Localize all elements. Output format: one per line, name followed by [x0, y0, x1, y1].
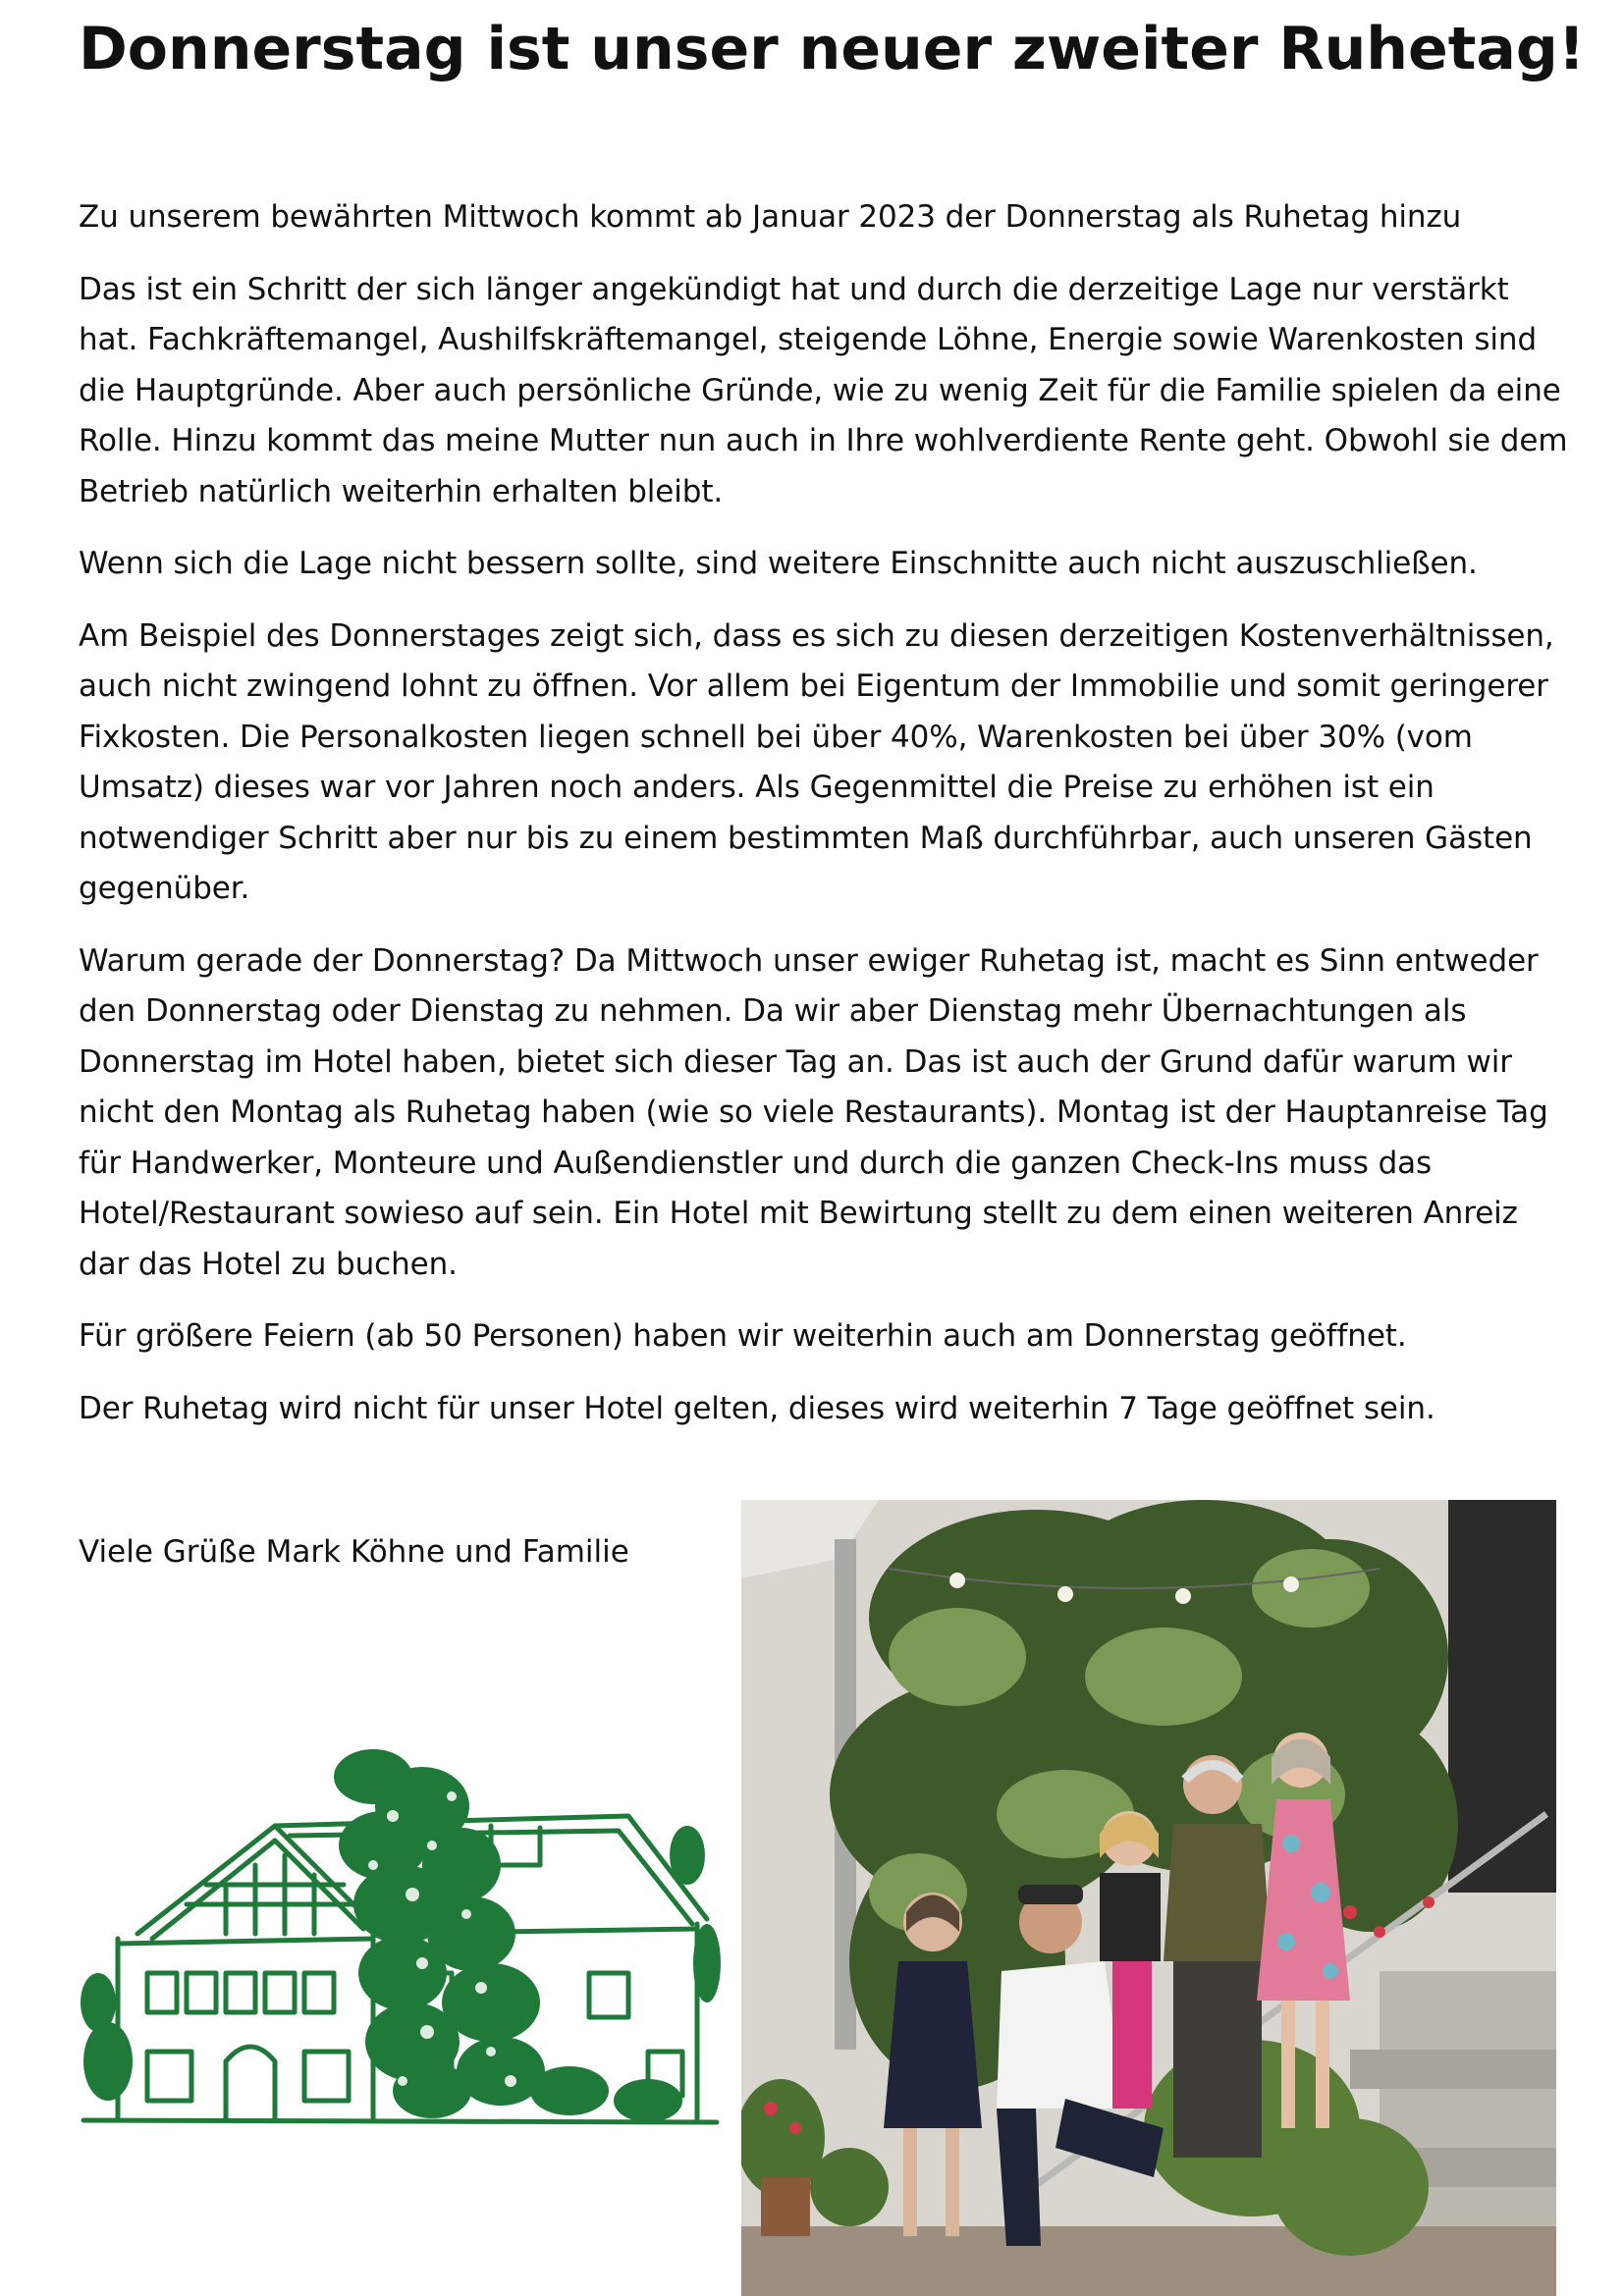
paragraph-1: Zu unserem bewährten Mittwoch kommt ab Januar 2023 der Donnerstag als Ruhetag hinzu [79, 199, 1462, 235]
hotel-logo-icon [79, 1737, 727, 2140]
greeting-signature: Viele Grüße Mark Köhne und Familie [79, 1534, 629, 1570]
paragraph-4: Am Beispiel des Donnerstages zeigt sich, dass es sich zu diesen derzeitigen Kostenverhältnissen, auch nicht zwingend lohnt zu öffnen. Vor allem bei Eigentum der Immobilie und somit geringerer Fixkosten. Die Personalkosten liegen schnell bei über 40%, Warenkosten bei über 30% (vom Umsatz) dieses war vor Jahren noch anders. Als Gegenmittel die Preise zu erhöhen ist ein notwendiger Schritt aber nur bis zu einem bestimmten Maß durchführbar, auch unseren Gästen gegenüber. [79, 617, 1554, 906]
page-title: Donnerstag ist unser neuer zweiter Ruhetag! [79, 15, 1586, 83]
paragraph-6: Für größere Feiern (ab 50 Personen) haben wir weiterhin auch am Donnerstag geöffnet. [79, 1318, 1407, 1354]
body-text [79, 192, 1571, 1456]
paragraph-7: Der Ruhetag wird nicht für unser Hotel gelten, dieses wird weiterhin 7 Tage geöffnet sein. [79, 1390, 1435, 1426]
paragraph-5: Warum gerade der Donnerstag? Da Mittwoch unser ewiger Ruhetag ist, macht es Sinn entweder den Donnerstag oder Dienstag zu nehmen. Da wir aber Dienstag mehr Übernachtungen als Donnerstag im Hotel haben, bietet sich dieser Tag an. Das ist auch der Grund dafür warum wir nicht den Montag als Ruhetag haben (wie so viele Restaurants). Montag ist der Hauptanreise Tag für Handwerker, Monteure und Außendienstler und durch die ganzen Check-Ins muss das Hotel/Restaurant sowieso auf sein. Ein Hotel mit Bewirtung stellt zu dem einen weiteren Anreiz dar das Hotel zu buchen. [79, 942, 1548, 1282]
paragraph-2: Das ist ein Schritt der sich länger angekündigt hat und durch die derzeitige Lage nur verstärkt hat. Fachkräftemangel, Aushilfskräftemangel, steigende Löhne, Energie sowie Warenkosten sind die Hauptgründe. Aber auch persönliche Gründe, wie zu wenig Zeit für die Familie spielen da eine Rolle. Hinzu kommt das meine Mutter nun auch in Ihre wohlverdiente Rente geht. Obwohl sie dem Betrieb natürlich weiterhin erhalten bleibt. [79, 271, 1568, 509]
paragraph-3: Wenn sich die Lage nicht bessern sollte, sind weitere Einschnitte auch nicht auszuschließen. [79, 546, 1478, 581]
family-photo [741, 1500, 1556, 2296]
